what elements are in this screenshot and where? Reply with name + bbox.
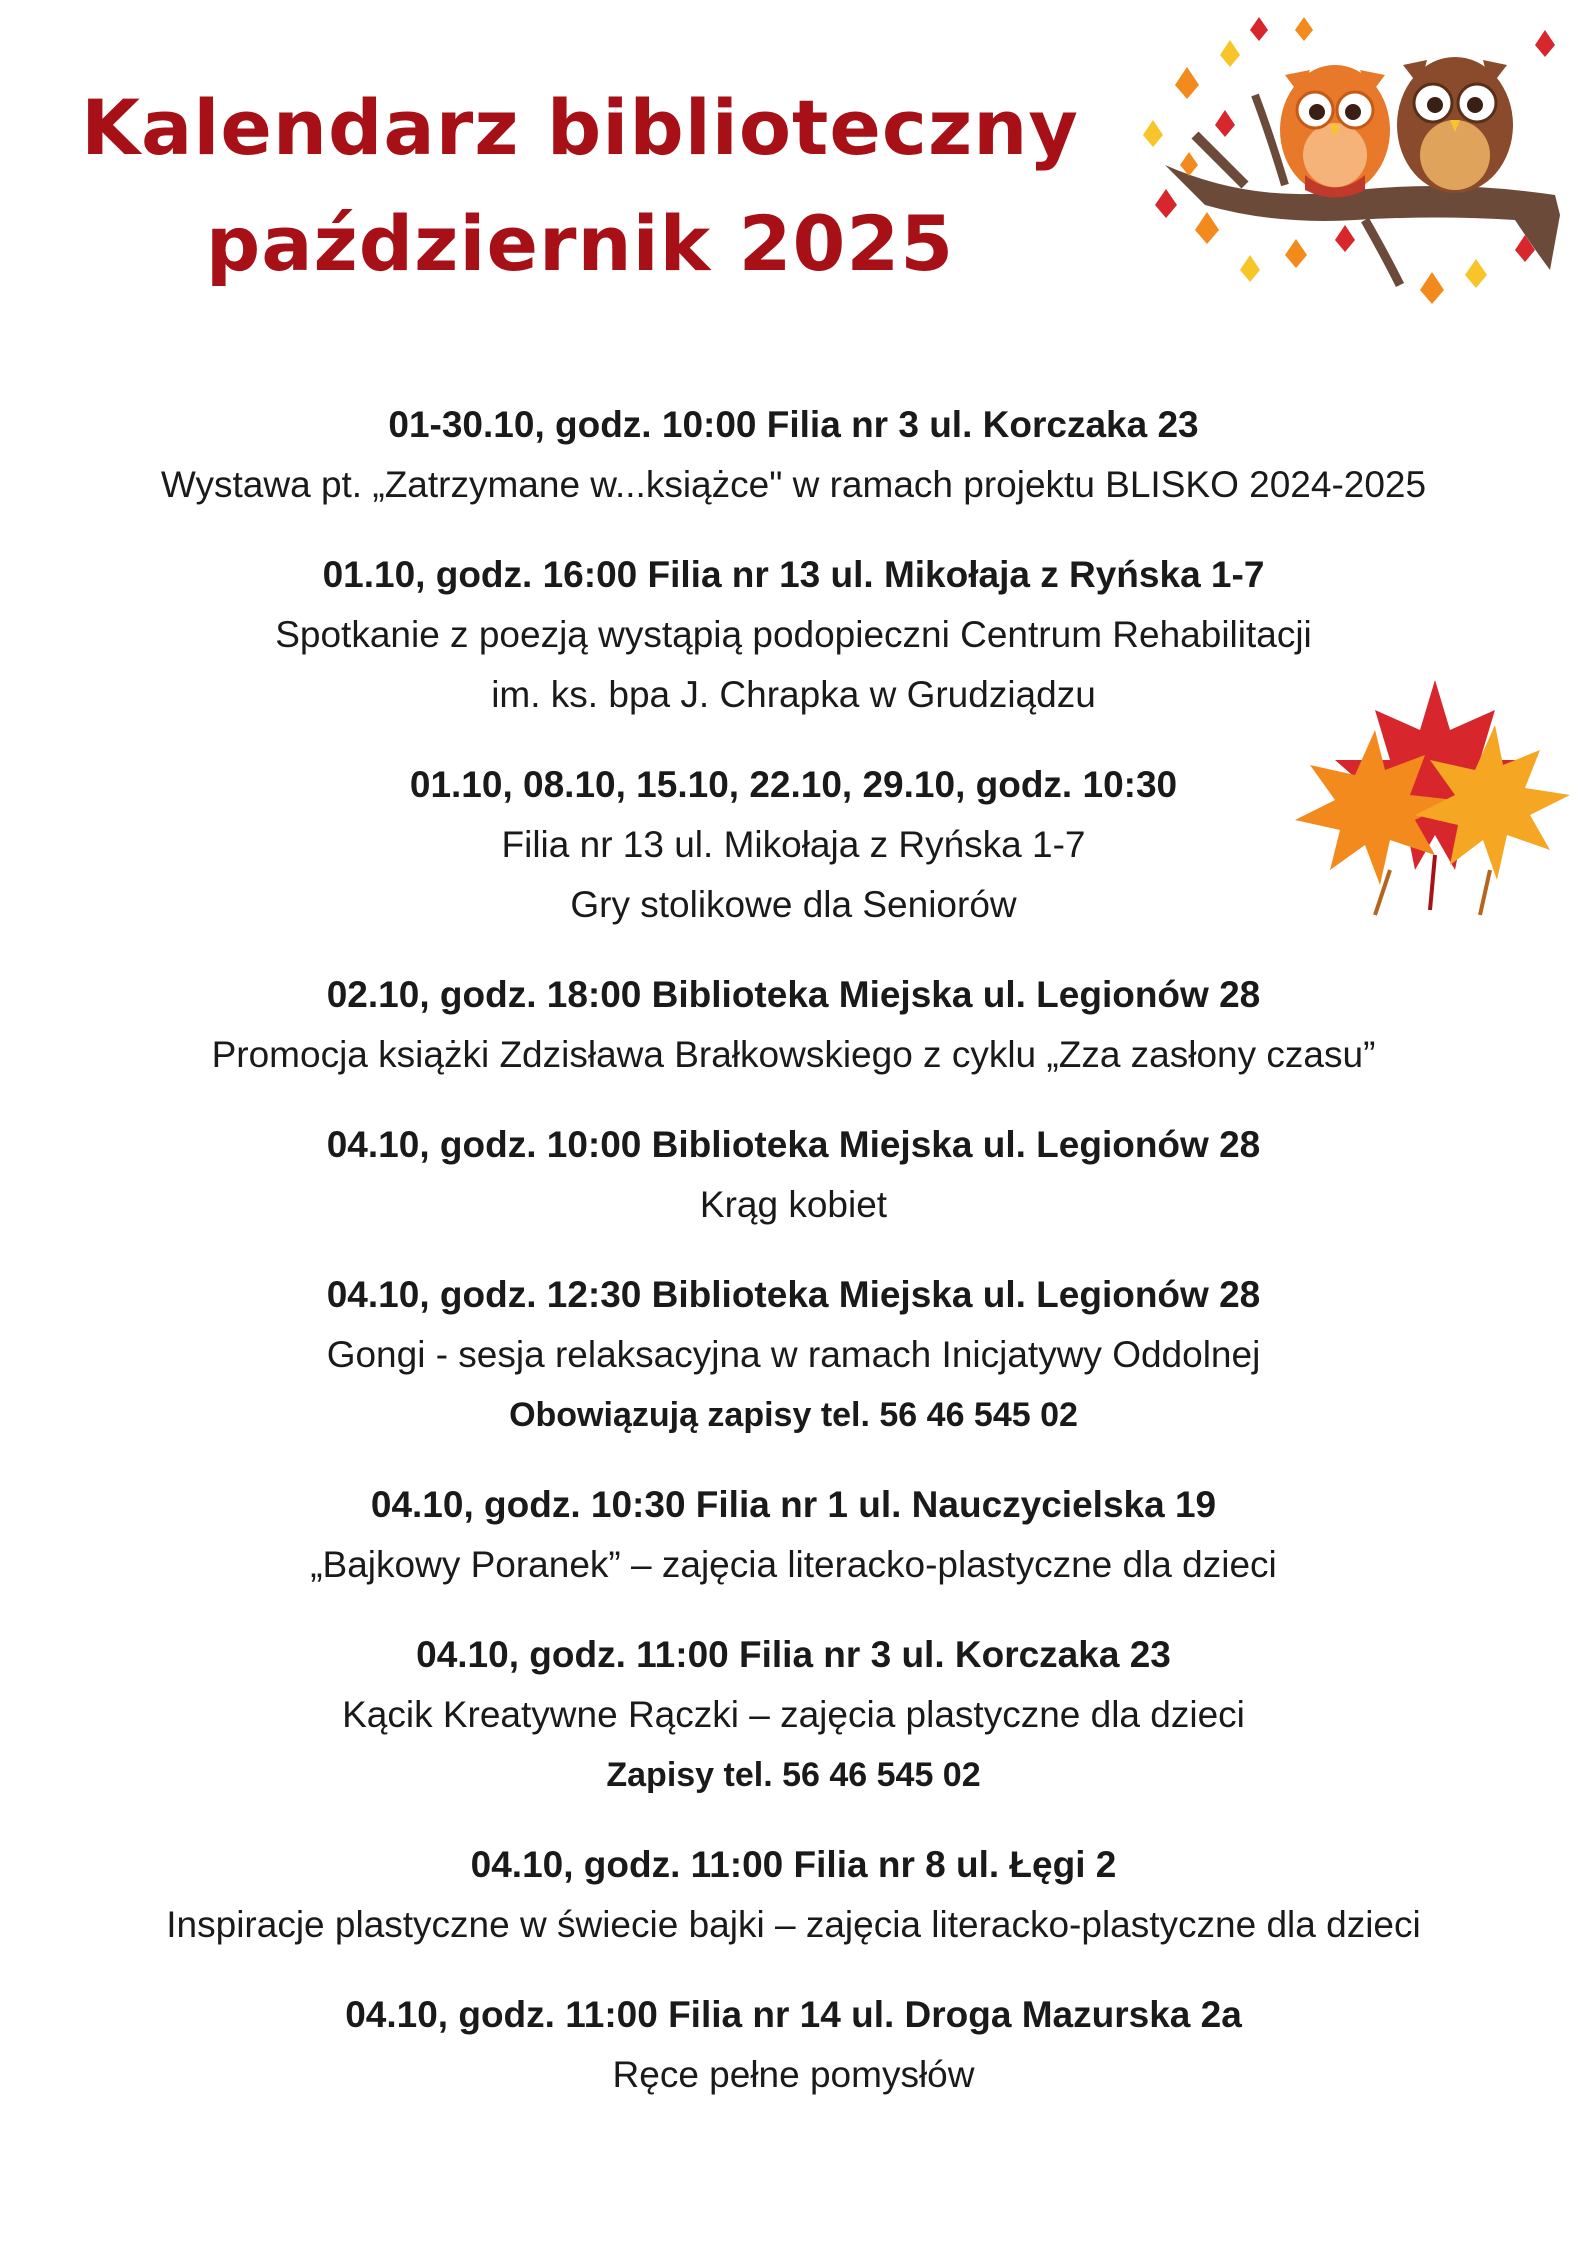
event-header: 01-30.10, godz. 10:00 Filia nr 3 ul. Korczaka 23 <box>388 404 1199 445</box>
event-description: Krąg kobiet <box>699 1184 888 1225</box>
title-line-1: Kalendarz biblioteczny <box>81 83 1079 172</box>
event-header: 04.10, godz. 11:00 Filia nr 8 ul. Łęgi 2 <box>470 1844 1117 1885</box>
event-signup-note: Obowiązują zapisy tel. 56 46 545 02 <box>509 1396 1078 1434</box>
event-description: Ręce pełne pomysłów <box>612 2054 975 2095</box>
page-title <box>0 70 1160 302</box>
events-list <box>0 395 1587 2135</box>
event-item <box>0 1985 1587 2105</box>
event-header: 01.10, godz. 16:00 Filia nr 13 ul. Mikołaja z Ryńska 1-7 <box>322 554 1265 595</box>
event-description: Gry stolikowe dla Seniorów <box>570 884 1017 925</box>
event-description: Spotkanie z poezją wystąpią podopieczni Centrum Rehabilitacji <box>275 614 1312 655</box>
event-item <box>0 1115 1587 1235</box>
event-item <box>0 395 1587 515</box>
event-description: Gongi - sesja relaksacyjna w ramach Inicjatywy Oddolnej <box>326 1334 1261 1375</box>
event-header: 04.10, godz. 11:00 Filia nr 14 ul. Droga Mazurska 2a <box>345 1994 1242 2035</box>
event-description: Filia nr 13 ul. Mikołaja z Ryńska 1-7 <box>501 824 1086 865</box>
event-item <box>0 755 1587 935</box>
event-description: Kącik Kreatywne Rączki – zajęcia plastyczne dla dzieci <box>342 1694 1245 1735</box>
event-description: Promocja książki Zdzisława Brałkowskiego z cyklu „Zza zasłony czasu” <box>211 1034 1376 1075</box>
owls-on-branch-icon <box>1135 15 1565 335</box>
event-header: 04.10, godz. 10:30 Filia nr 1 ul. Nauczycielska 19 <box>370 1484 1217 1525</box>
event-description: Inspiracje plastyczne w świecie bajki – zajęcia literacko-plastyczne dla dzieci <box>166 1904 1421 1945</box>
event-item <box>0 1625 1587 1805</box>
event-item <box>0 1835 1587 1955</box>
event-header: 04.10, godz. 10:00 Biblioteka Miejska ul. Legionów 28 <box>326 1124 1261 1165</box>
event-item <box>0 545 1587 725</box>
event-header: 01.10, 08.10, 15.10, 22.10, 29.10, godz. 10:30 <box>409 764 1178 805</box>
event-item <box>0 1265 1587 1445</box>
event-header: 02.10, godz. 18:00 Biblioteka Miejska ul. Legionów 28 <box>326 974 1261 1015</box>
event-description: „Bajkowy Poranek” – zajęcia literacko-plastyczne dla dzieci <box>310 1544 1277 1585</box>
event-description: Wystawa pt. „Zatrzymane w...książce" w ramach projektu BLISKO 2024-2025 <box>160 464 1427 505</box>
event-item <box>0 965 1587 1085</box>
title-line-2: październik 2025 <box>205 199 955 288</box>
event-description: im. ks. bpa J. Chrapka w Grudziądzu <box>491 674 1096 715</box>
event-header: 04.10, godz. 11:00 Filia nr 3 ul. Korczaka 23 <box>416 1634 1171 1675</box>
event-header: 04.10, godz. 12:30 Biblioteka Miejska ul. Legionów 28 <box>326 1274 1261 1315</box>
event-item <box>0 1475 1587 1595</box>
event-signup-note: Zapisy tel. 56 46 545 02 <box>606 1756 981 1794</box>
